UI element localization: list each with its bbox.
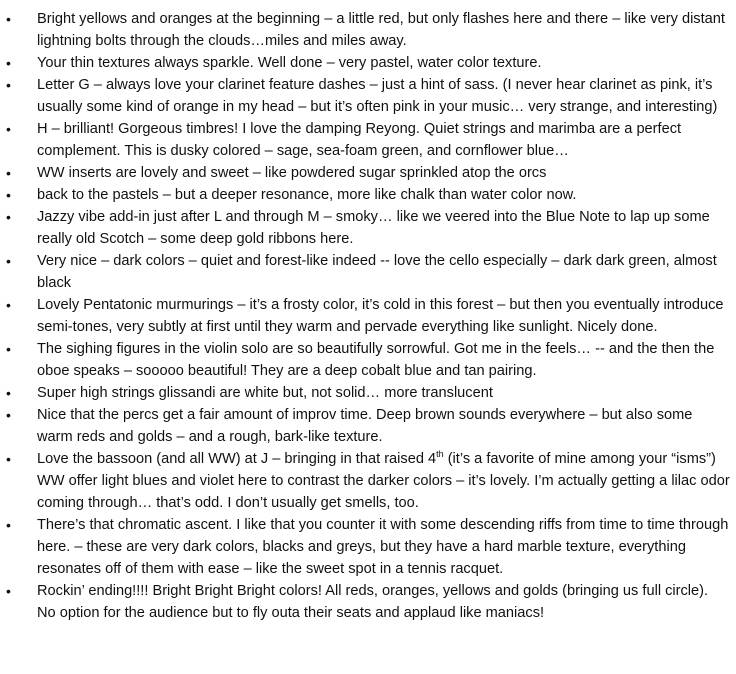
bullet-icon: • <box>6 77 11 93</box>
list-item-text: H – brilliant! Gorgeous timbres! I love the damping Reyong. Quiet strings and marimba are a perfect complement. This is dusky colored – sage, sea-foam green, and cornflower blue… <box>37 121 682 159</box>
bullet-icon: • <box>6 209 11 225</box>
list-item <box>0 404 730 448</box>
bullet-icon: • <box>6 187 11 203</box>
list-item <box>0 580 730 624</box>
list-item <box>0 8 730 52</box>
list-item <box>0 338 730 382</box>
list-item <box>0 250 730 294</box>
list-item <box>0 382 730 404</box>
bullet-icon: • <box>6 55 11 71</box>
list-item <box>0 294 730 338</box>
list-item <box>0 118 730 162</box>
list-item-text: Rockin’ ending!!!! Bright Bright Bright colors! All reds, oranges, yellows and golds (bringing us full circle). No option for the audience but to fly outa their seats and applaud like maniacs! <box>37 583 709 621</box>
bullet-icon: • <box>6 341 11 357</box>
list-item-text: Very nice – dark colors – quiet and forest-like indeed -- love the cello especially – dark dark green, almost black <box>37 253 717 291</box>
list-item-text: The sighing figures in the violin solo are so beautifully sorrowful. Got me in the feels… -- and the then the oboe speaks – sooooo beautiful! They are a deep cobalt blue and tan pairing. <box>37 341 715 379</box>
list-item-text: back to the pastels – but a deeper resonance, more like chalk than water color now. <box>37 187 577 203</box>
list-item-text: WW inserts are lovely and sweet – like powdered sugar sprinkled atop the orcs <box>37 165 547 181</box>
list-item-text: Nice that the percs get a fair amount of improv time. Deep brown sounds everywhere – but also some warm reds and golds – and a rough, bark-like texture. <box>37 407 693 445</box>
bullet-icon: • <box>6 385 11 401</box>
list-item-text: Bright yellows and oranges at the beginning – a little red, but only flashes here and there – like very distant lightning bolts through the clouds…miles and miles away. <box>37 11 725 49</box>
list-item <box>0 52 730 74</box>
bullet-icon: • <box>6 297 11 313</box>
list-item <box>0 162 730 184</box>
bullet-icon: • <box>6 407 11 423</box>
bullet-icon: • <box>6 517 11 533</box>
list-item <box>0 514 730 580</box>
bullet-icon: • <box>6 11 11 27</box>
list-item-text: There’s that chromatic ascent. I like that you counter it with some descending riffs from time to time through here. – these are very dark colors, blacks and greys, but they have a hard marble texture, everything resonates off of them with ease – like the sweet spot in a tennis racquet. <box>37 517 729 577</box>
bullet-icon: • <box>6 253 11 269</box>
list-item-text-before: Love the bassoon (and all WW) at J – bringing in that raised 4 <box>37 451 437 467</box>
list-item-text: Super high strings glissandi are white but, not solid… more translucent <box>37 385 493 401</box>
list-item <box>0 448 730 514</box>
bullet-icon: • <box>6 451 11 467</box>
list-item-text: Lovely Pentatonic murmurings – it’s a frosty color, it’s cold in this forest – but then you eventually introduce semi-tones, very subtly at first until they warm and pervade everything like sunlight. Nicely done. <box>37 297 724 335</box>
superscript-ordinal: th <box>436 449 444 460</box>
bullet-icon: • <box>6 165 11 181</box>
list-item <box>0 206 730 250</box>
bullet-list <box>0 8 730 624</box>
list-item <box>0 184 730 206</box>
bullet-icon: • <box>6 121 11 137</box>
list-item-text: Letter G – always love your clarinet feature dashes – just a hint of sass. (I never hear clarinet as pink, it’s usually some kind of orange in my head – but it’s often pink in your music… very strange, and interesting) <box>37 77 718 115</box>
list-item-text: Your thin textures always sparkle. Well done – very pastel, water color texture. <box>37 55 542 71</box>
bullet-icon: • <box>6 583 11 599</box>
list-item-text-after: (it’s a favorite of mine among your “isms”) WW offer light blues and violet here to contrast the darker colors – it’s lovely. I’m actually getting a lilac odor coming through… that’s odd. I don’t usually get smells, too. <box>37 451 730 511</box>
list-item <box>0 74 730 118</box>
list-item-text: Jazzy vibe add-in just after L and through M – smoky… like we veered into the Blue Note to lap up some really old Scotch – some deep gold ribbons here. <box>37 209 710 247</box>
